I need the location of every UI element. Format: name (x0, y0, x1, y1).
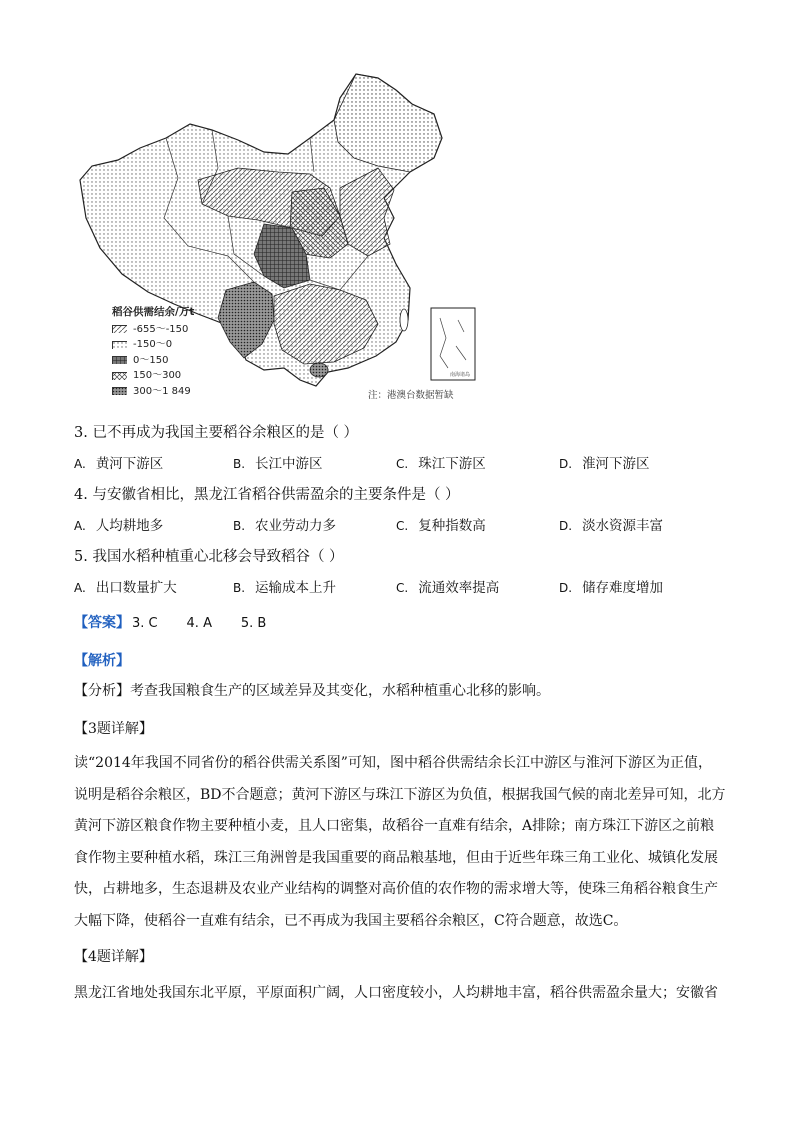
answer-values: 3. C 4. A 5. B (132, 616, 267, 631)
taiwan-island (400, 309, 408, 331)
question-5-options (74, 576, 774, 598)
question-3-stem: 3. 已不再成为我国主要稻谷余粮区的是（ ） (74, 425, 359, 441)
q4-explanation (74, 978, 744, 1010)
answer-line (74, 612, 266, 632)
map-note: 注：港澳台数据暂缺 (368, 390, 454, 401)
legend-item: 300～1 849 (112, 384, 194, 400)
option-b: B. 长江中游区 (233, 456, 323, 472)
cross-swatch-icon (112, 372, 127, 380)
question-5-stem: 5. 我国水稻种植重心北移会导致稻谷（ ） (74, 549, 344, 565)
option-c: C. 流通效率提高 (396, 580, 500, 596)
option-c: C. 珠江下游区 (396, 456, 486, 472)
paragraph-line: 食作物主要种植水稻，珠江三角洲曾是我国重要的商品粮基地，但由于近些年珠三角工业化、城镇化发展 (74, 849, 718, 866)
option-b: B. 农业劳动力多 (233, 518, 337, 534)
option-a: A. 人均耕地多 (74, 518, 164, 534)
south-sea-inset (431, 308, 475, 380)
grid-swatch-icon (112, 356, 127, 364)
paragraph-line: 说明是稻谷余粮区，BD不合题意；黄河下游区与珠江下游区为负值，根据我国气候的南北差异可知，北方 (74, 786, 726, 803)
paragraph-line: 黄河下游区粮食作物主要种植小麦，且人口密集，故稻谷一直难有结余，A排除；南方珠江下游区之前粮 (74, 818, 715, 834)
svg-text:南海诸岛: 南海诸岛 (450, 372, 471, 378)
question-3-options (74, 452, 774, 474)
q3-explanation (74, 748, 744, 937)
q4-heading: 【4题详解】 (74, 949, 153, 965)
dot-swatch-icon (112, 341, 127, 349)
option-c: C. 复种指数高 (396, 518, 486, 534)
diagonal-swatch-icon (112, 325, 127, 333)
legend-item: 150～300 (112, 368, 194, 384)
fenxi-text: 考查我国粮食生产的区域差异及其变化，水稻种植重心北移的影响。 (130, 683, 550, 699)
question-4-stem: 4. 与安徽省相比，黑龙江省稻谷供需盈余的主要条件是（ ） (74, 487, 460, 503)
q3-heading: 【3题详解】 (74, 721, 153, 737)
option-a: A. 黄河下游区 (74, 456, 164, 472)
hainan-island (310, 363, 328, 377)
map-legend (112, 305, 194, 399)
fenxi-label: 【分析】 (74, 683, 130, 699)
legend-item: -655～-150 (112, 322, 194, 338)
question-4-options (74, 514, 774, 536)
option-b: B. 运输成本上升 (233, 580, 337, 596)
dense-swatch-icon (112, 387, 127, 395)
answer-label: 【答案】 (74, 615, 130, 631)
option-d: D. 淮河下游区 (559, 456, 650, 472)
option-d: D. 淡水资源丰富 (559, 518, 664, 534)
paragraph-line: 大幅下降，使稻谷一直难有结余，已不再成为我国主要稻谷余粮区，C符合题意，故选C。 (74, 912, 628, 929)
paragraph-line: 读“2014年我国不同省份的稻谷供需关系图”可知，图中稻谷供需结余长江中游区与淮河下游区为正值， (74, 755, 712, 771)
option-d: D. 储存难度增加 (559, 580, 664, 596)
paragraph-line: 快，占耕地多，生态退耕及农业产业结构的调整对高价值的农作物的需求增大等，使珠三角稻谷粮食生产 (74, 881, 718, 897)
legend-item: 0～150 (112, 353, 194, 369)
paragraph-line: 黑龙江省地处我国东北平原，平原面积广阔，人口密度较小，人均耕地丰富，稻谷供需盈余量大；安徽省 (74, 985, 718, 1001)
fenxi-line (74, 680, 550, 700)
analysis-label: 【解析】 (74, 653, 130, 669)
legend-title: 稻谷供需结余/万t (112, 306, 195, 318)
option-a: A. 出口数量扩大 (74, 580, 177, 596)
legend-item: -150～0 (112, 337, 194, 353)
